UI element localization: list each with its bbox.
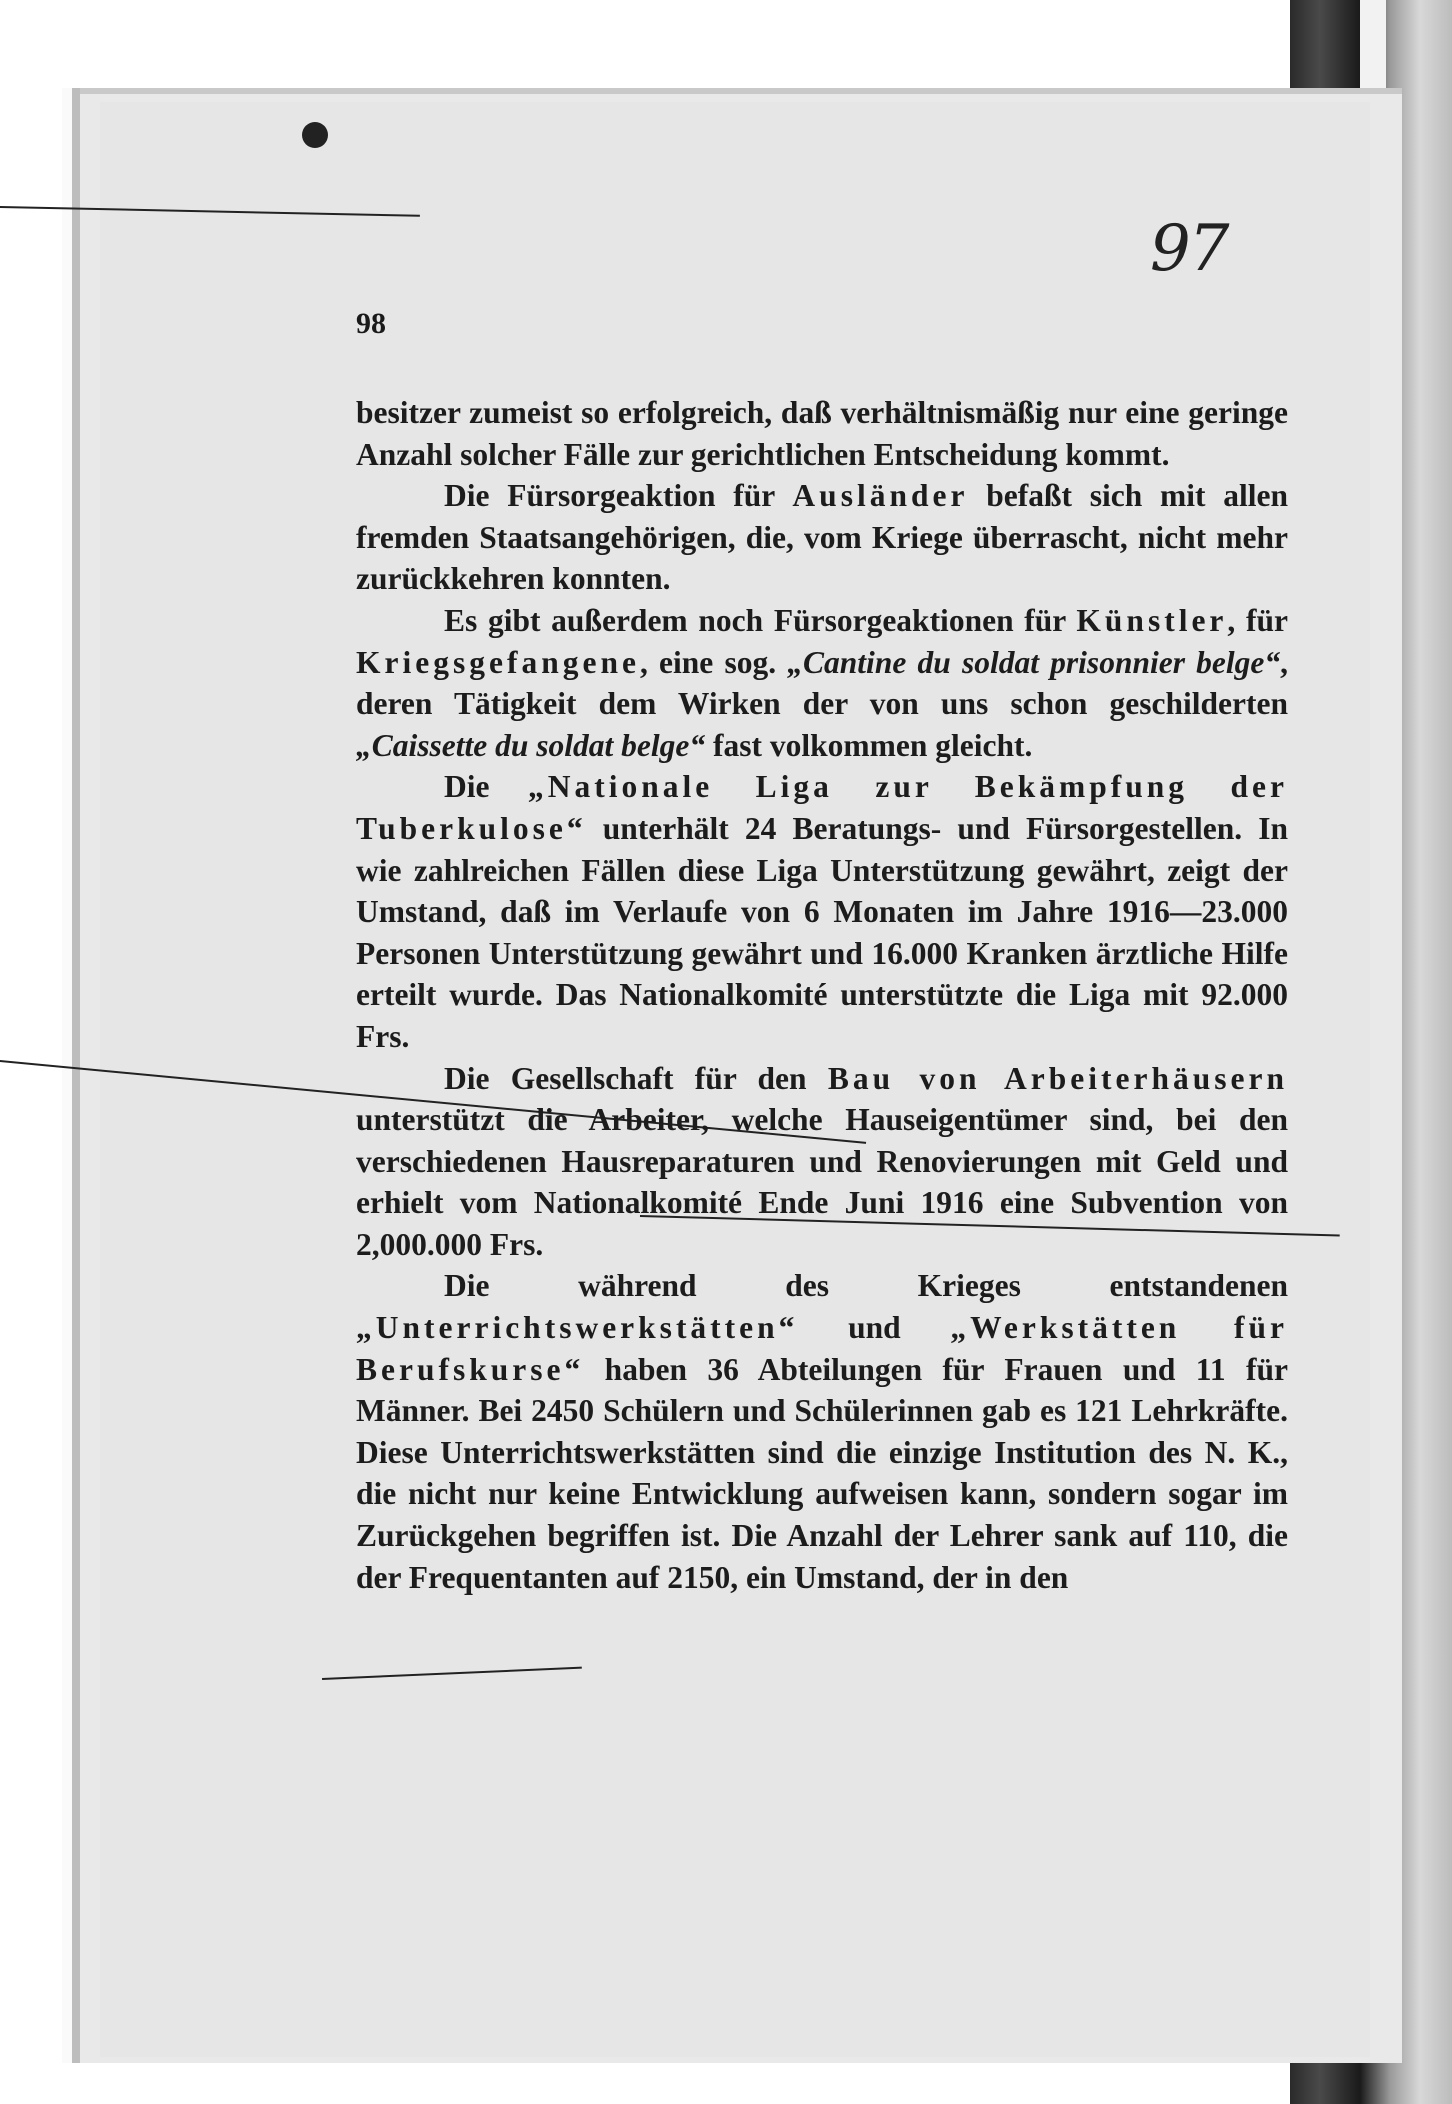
ink-speck <box>302 122 328 148</box>
text-run: haben 36 Abteilungen für Frauen und 11 für Männer. Bei 2450 Schülern und Schülerinnen gab es 121 Lehrkräfte. Diese Unterrichtswerkstätten sind die einzige Institution des N. K., die nicht nur keine Entwicklung aufweisen kann, sondern sogar im Zurückgehen begriffen ist. Die Anzahl der Lehrer sank auf 110, die der Frequentanten auf 2150, ein Umstand, der in den <box>356 1351 1288 1595</box>
body-text <box>356 392 1288 1598</box>
text-run: Die während des Krieges entstandenen <box>444 1268 1288 1304</box>
text-run: Die <box>444 769 528 805</box>
text-run: , deren Tätigkeit dem Wirken der von uns schon geschilderten <box>356 644 1288 722</box>
spaced-emphasis: „Unterrichtswerkstätten“ <box>356 1310 799 1346</box>
handwritten-archive-number: 97 <box>1150 212 1228 286</box>
text-run: , eine sog. <box>639 644 788 680</box>
italic-phrase: „Caissette du soldat belge“ <box>356 727 706 763</box>
spaced-emphasis: Ausländer <box>792 478 969 514</box>
paragraph <box>356 600 1288 766</box>
spaced-emphasis: Bau von Arbeiterhäusern <box>827 1060 1288 1096</box>
text-run: unterhält 24 Beratungs- und Fürsorgestellen. In wie zahlreichen Fällen diese Liga Unterstützung gewährt, zeigt der Umstand, daß im Verlaufe von 6 Monaten im Jahre 1916—23.000 Personen Unterstützung gewährt und 16.000 Kranken ärztliche Hilfe erteilt wurde. Das Nationalkomité unterstützte die Liga mit 92.000 Frs. <box>356 810 1288 1054</box>
text-run: Die Gesellschaft für den <box>444 1060 828 1096</box>
text-run: Die Fürsorgeaktion für <box>444 478 793 514</box>
paragraph <box>356 392 1288 475</box>
italic-phrase: „Cantine du soldat prisonnier belge“ <box>787 644 1281 680</box>
paragraph <box>356 766 1288 1057</box>
binding-gap <box>1360 0 1386 100</box>
spaced-emphasis: Kriegsgefangene <box>356 644 640 680</box>
spaced-emphasis: „Nationale Liga zur Bekämpfung der Tuberkulose“ <box>356 769 1288 846</box>
spaced-emphasis: „Werkstätten für Berufskurse“ <box>356 1310 1288 1387</box>
spaced-emphasis: Künstler <box>1076 602 1228 638</box>
text-run: besitzer zumeist so erfolgreich, daß verhältnismäßig nur eine geringe Anzahl solcher Fälle zur gerichtlichen Entscheidung kommt. <box>356 395 1288 472</box>
text-run: befaßt sich mit allen fremden Staatsangehörigen, die, vom Kriege überrascht, nicht mehr zurückkehren konnten. <box>356 478 1288 597</box>
text-run: unterstützt die Arbeiter, welche Hauseigentümer sind, bei den verschiedenen Hausreparaturen und Renovierungen mit Geld und erhielt vom Nationalkomité Ende Juni 1916 eine Subvention von 2,000.000 Frs. <box>356 1102 1288 1262</box>
paragraph <box>356 1058 1288 1266</box>
text-run: und <box>798 1310 951 1346</box>
text-run: , für <box>1227 602 1288 638</box>
paragraph <box>356 1265 1288 1598</box>
page-number: 98 <box>356 307 386 340</box>
paragraph <box>356 475 1288 600</box>
text-run: fast volkommen gleicht. <box>705 727 1033 763</box>
text-run: Es gibt außerdem noch Fürsorgeaktionen für <box>444 602 1077 638</box>
